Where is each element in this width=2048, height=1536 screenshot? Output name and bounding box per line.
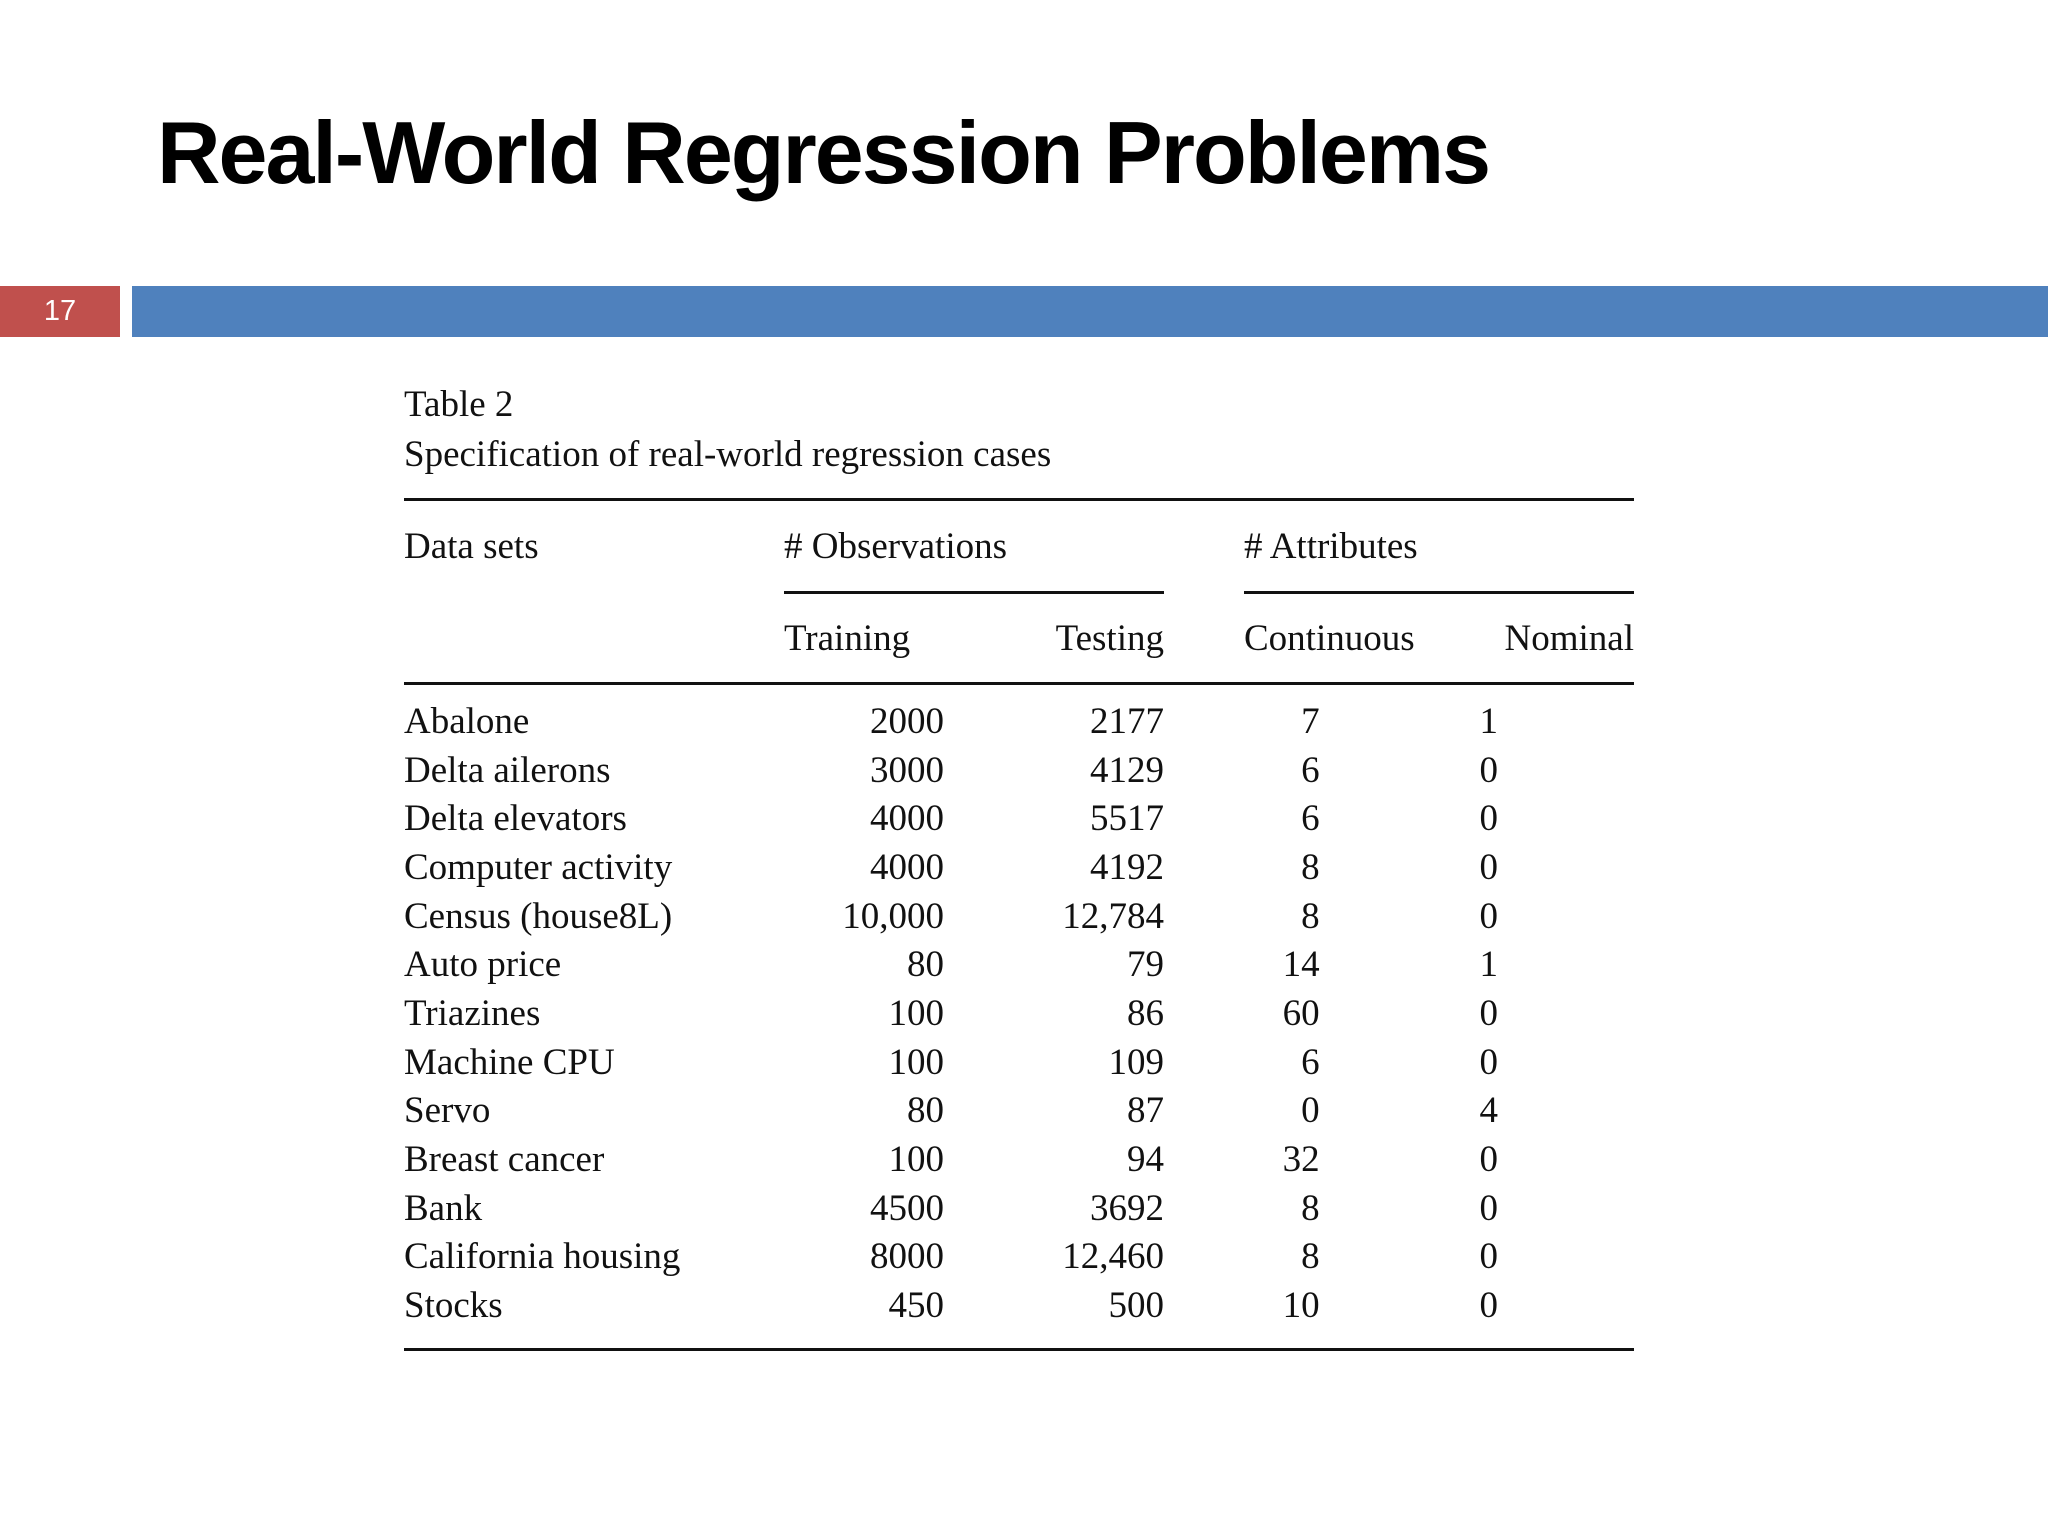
cell-continuous: 0	[1301, 1090, 1320, 1132]
cell-dataset-name: Delta elevators	[404, 798, 627, 840]
cell-training: 80	[907, 944, 944, 986]
cell-continuous: 32	[1282, 1139, 1320, 1181]
table-body	[404, 684, 1634, 1350]
table-row	[404, 940, 1634, 989]
cell-nominal: 0	[1479, 992, 1498, 1034]
table-caption: Specification of real-world regression cases	[404, 434, 1052, 475]
cell-dataset-name: Servo	[404, 1090, 491, 1132]
cell-nominal: 0	[1479, 749, 1498, 791]
table-row	[404, 1135, 1634, 1184]
table-row	[404, 1184, 1634, 1233]
cell-testing: 3692	[1090, 1187, 1164, 1229]
header-nominal: Nominal	[1415, 593, 1634, 684]
cell-dataset-name: Census (house8L)	[404, 895, 673, 937]
table-row	[404, 746, 1634, 795]
cell-continuous: 8	[1301, 1187, 1320, 1229]
cell-testing: 12,460	[1062, 1236, 1164, 1278]
cell-testing: 4192	[1090, 846, 1164, 888]
cell-continuous: 6	[1301, 1041, 1320, 1083]
header-continuous: Continuous	[1244, 593, 1415, 684]
cell-nominal: 0	[1479, 798, 1498, 840]
slide-title: Real-World Regression Problems	[157, 103, 1490, 202]
cell-dataset-name: Stocks	[404, 1281, 784, 1349]
cell-nominal: 0	[1479, 846, 1498, 888]
cell-continuous: 6	[1301, 798, 1320, 840]
cell-continuous: 60	[1282, 992, 1320, 1034]
cell-testing: 4129	[1090, 749, 1164, 791]
cell-nominal: 1	[1479, 944, 1498, 986]
regression-table	[404, 498, 1634, 1351]
cell-training: 100	[888, 1041, 944, 1083]
cell-continuous: 8	[1301, 846, 1320, 888]
cell-training: 4000	[870, 846, 944, 888]
slide-number: 17	[0, 286, 120, 337]
cell-training: 4000	[870, 798, 944, 840]
cell-continuous: 6	[1301, 749, 1320, 791]
cell-testing: 87	[1127, 1090, 1164, 1132]
cell-continuous: 8	[1301, 895, 1320, 937]
cell-dataset-name: Bank	[404, 1187, 483, 1229]
cell-continuous: 7	[1301, 700, 1320, 742]
table-row	[404, 892, 1634, 941]
table-label: Table 2	[404, 384, 514, 425]
cell-training: 4500	[870, 1187, 944, 1229]
cell-nominal: 4	[1479, 1090, 1498, 1132]
table-row	[404, 843, 1634, 892]
table-row	[404, 1281, 1634, 1349]
header-data-sets: Data sets	[404, 526, 539, 568]
cell-training: 80	[907, 1090, 944, 1132]
cell-dataset-name: Auto price	[404, 944, 562, 986]
cell-testing: 94	[1127, 1139, 1164, 1181]
cell-dataset-name: Abalone	[404, 700, 530, 742]
table-row	[404, 684, 1634, 746]
cell-testing: 12,784	[1062, 895, 1164, 937]
cell-nominal: 0	[1479, 1041, 1498, 1083]
table-row	[404, 794, 1634, 843]
cell-testing: 2177	[1090, 700, 1164, 742]
cell-nominal: 0	[1479, 1236, 1498, 1278]
cell-training: 3000	[870, 749, 944, 791]
cell-dataset-name: Delta ailerons	[404, 749, 611, 791]
header-observations	[784, 500, 1164, 593]
cell-training: 450	[784, 1281, 944, 1349]
cell-training: 2000	[870, 700, 944, 742]
cell-testing: 86	[1127, 992, 1164, 1034]
header-attributes-label: # Attributes	[1244, 525, 1418, 567]
cell-testing: 79	[1127, 944, 1164, 986]
cell-continuous: 14	[1282, 944, 1320, 986]
table-row	[404, 989, 1634, 1038]
cell-training: 8000	[870, 1236, 944, 1278]
cell-training: 100	[888, 992, 944, 1034]
header-attributes	[1244, 500, 1634, 593]
cell-testing: 5517	[1090, 798, 1164, 840]
table-row	[404, 1038, 1634, 1087]
cell-nominal: 1	[1479, 700, 1498, 742]
header-training: Training	[784, 593, 944, 684]
cell-dataset-name: Breast cancer	[404, 1139, 605, 1181]
accent-bar	[132, 286, 2048, 337]
cell-nominal: 0	[1479, 1187, 1498, 1229]
cell-training: 10,000	[842, 895, 944, 937]
table-row	[404, 1087, 1634, 1136]
cell-dataset-name: Machine CPU	[404, 1041, 615, 1083]
cell-training: 100	[888, 1139, 944, 1181]
table-container	[404, 380, 1634, 1351]
cell-dataset-name: Triazines	[404, 992, 541, 1034]
cell-continuous: 8	[1301, 1236, 1320, 1278]
header-observations-label: # Observations	[784, 525, 1007, 567]
table-row	[404, 1233, 1634, 1282]
cell-nominal: 0	[1415, 1281, 1634, 1349]
cell-dataset-name: California housing	[404, 1236, 681, 1278]
cell-testing: 109	[1108, 1041, 1164, 1083]
cell-dataset-name: Computer activity	[404, 846, 673, 888]
cell-continuous: 10	[1244, 1281, 1415, 1349]
cell-nominal: 0	[1479, 1139, 1498, 1181]
cell-nominal: 0	[1479, 895, 1498, 937]
header-testing: Testing	[1024, 593, 1164, 684]
cell-testing: 500	[1024, 1281, 1164, 1349]
